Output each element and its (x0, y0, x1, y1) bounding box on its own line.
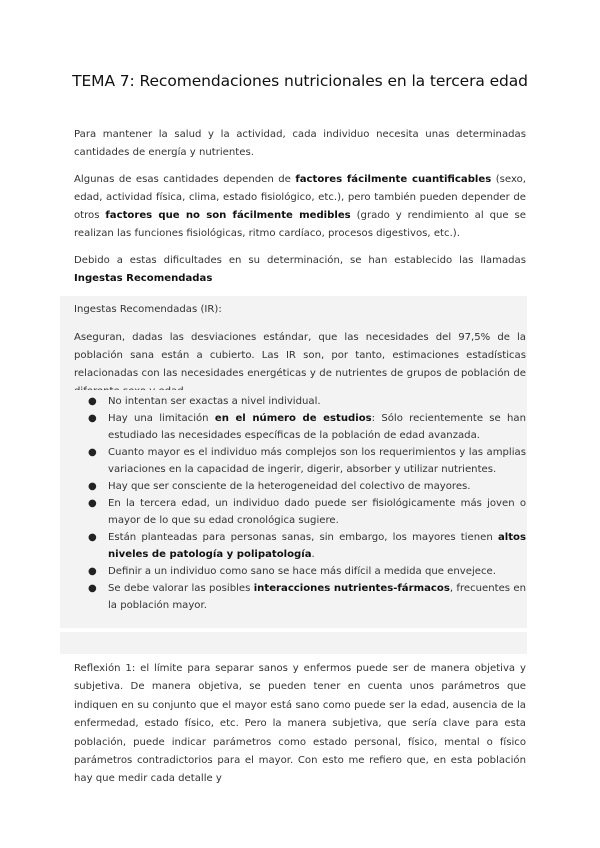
ir-limitations-list (74, 393, 526, 614)
bold-ingestas-recomendadas: Ingestas Recomendadas (74, 273, 213, 284)
list-item: ● Se debe valorar las posibles interacciones nutrientes-fármacos, frecuentes en la población mayor. (74, 580, 526, 614)
bullet-icon: ● (88, 413, 97, 424)
list-item: ● No intentan ser exactas a nivel individual. (74, 393, 526, 410)
list-item: ● Definir a un individuo como sano se hace más difícil a medida que envejece. (74, 563, 526, 580)
bullet-icon: ● (88, 583, 97, 594)
bold-quantifiable-factors: factores fácilmente cuantificables (295, 174, 492, 185)
bold-unmeasurable-factors: factores que no son fácilmente medibles (105, 210, 351, 221)
paragraph-intro: Para mantener la salud y la actividad, cada individuo necesita unas determinadas cantidades de energía y nutrientes. (74, 129, 526, 158)
list-item: ● En la tercera edad, un individuo dado puede ser fisiológicamente más joven o mayor de lo que su edad cronológica sugiere. (74, 495, 526, 529)
bullet-icon: ● (88, 498, 97, 509)
bullet-icon: ● (88, 532, 97, 543)
bullet-icon: ● (88, 396, 97, 407)
reflection-spacer-box (60, 632, 527, 654)
bullet-icon: ● (88, 481, 97, 492)
ir-heading: Ingestas Recomendadas (IR): (74, 304, 222, 315)
bullet-icon: ● (88, 447, 97, 458)
list-item: ● Están planteadas para personas sanas, sin embargo, los mayores tienen altos niveles de patología y polipatología. (74, 529, 526, 563)
list-item: ● Hay una limitación en el número de estudios: Sólo recientemente se han estudiado las necesidades específicas de la población de edad avanzada. (74, 410, 526, 444)
bullet-icon: ● (88, 566, 97, 577)
list-item: ● Cuanto mayor es el individuo más complejos son los requerimientos y las amplias variaciones en la capacidad de ingerir, digerir, absorber y utilizar nutrientes. (74, 444, 526, 478)
page-title: TEMA 7: Recomendaciones nutricionales en la tercera edad (72, 72, 528, 90)
reflection-paragraph: Reflexión 1: el límite para separar sanos y enfermos puede ser de manera objetiva y subjetiva. De manera objetiva, se pueden tener en cuenta unos parámetros que indiquen en su conjunto que el mayor está sano como puede ser la edad, ausencia de la enfermedad, estado físico, etc. Pero la manera subjetiva, que sería clave para esta población, puede indicar parámetros como estado personal, físico, mental o físico parámetros contradictorios para el mayor. Con esto me refiero que, en esta población hay que medir cada detalle y (74, 663, 526, 785)
ir-description: Aseguran, dadas las desviaciones estándar, que las necesidades del 97,5% de la población sana están a cubierto. Las IR son, por tanto, estimaciones estadísticas relacionadas con las necesidades energéticas y de nutrientes de grupos de población de (74, 332, 526, 379)
paragraph-factors: Algunas de esas cantidades dependen de factores fácilmente cuantificables (sexo, edad, actividad física, clima, estado fisiológico, etc.), pero también pueden depender de otros factores que no son fácilmente medibles (grado y rendimiento al que se realizan las funciones fisiológicas, ritmo cardíaco, procesos digestivos, etc.). (74, 174, 526, 239)
paragraph-difficulties: Debido a estas dificultades en su determinación, se han establecido las llamadas Ingestas Recomendadas (74, 255, 526, 284)
list-item: ● Hay que ser consciente de la heterogeneidad del colectivo de mayores. (74, 478, 526, 495)
